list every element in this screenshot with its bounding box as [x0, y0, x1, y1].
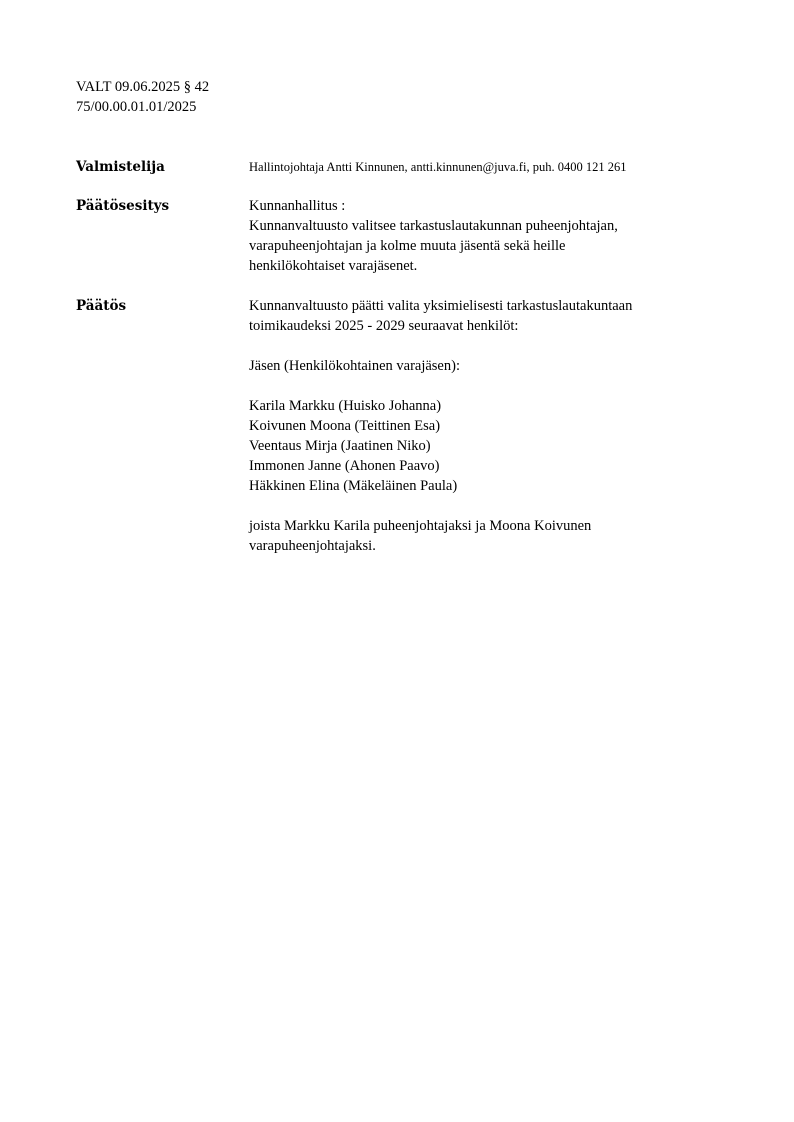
- blank-line: [249, 336, 719, 356]
- proposal-line: Kunnanvaltuusto valitsee tarkastuslautakunnan puheenjohtajan,: [249, 218, 618, 234]
- blank-line: [249, 496, 719, 516]
- member-entry: Veentaus Mirja (Jaatinen Niko): [249, 438, 431, 454]
- proposal-line: Kunnanhallitus :: [249, 198, 346, 214]
- decision-line: Kunnanvaltuusto päätti valita yksimielisesti tarkastuslautakuntaan: [249, 298, 633, 314]
- case-number: 75/00.00.01.01/2025: [76, 99, 197, 115]
- document-header: [76, 77, 209, 117]
- proposal-line: varapuheenjohtajan ja kolme muuta jäsentä sekä heille: [249, 238, 566, 254]
- members-heading: Jäsen (Henkilökohtainen varajäsen):: [249, 358, 460, 374]
- preparer-info: Hallintojohtaja Antti Kinnunen, antti.kinnunen@juva.fi, puh. 0400 121 261: [249, 160, 627, 174]
- paatosesitys-label: Päätösesitys: [76, 198, 170, 214]
- member-entry: Immonen Janne (Ahonen Paavo): [249, 458, 440, 474]
- proposal-line: henkilökohtaiset varajäsenet.: [249, 258, 418, 274]
- closing-line: varapuheenjohtajaksi.: [249, 538, 376, 554]
- valmistelija-content: [249, 157, 719, 177]
- closing-line: joista Markku Karila puheenjohtajaksi ja Moona Koivunen: [249, 518, 592, 534]
- member-entry: Koivunen Moona (Teittinen Esa): [249, 418, 441, 434]
- valmistelija-label: Valmistelija: [76, 159, 165, 175]
- member-entry: Häkkinen Elina (Mäkeläinen Paula): [249, 478, 458, 494]
- paatos-content: [249, 296, 719, 556]
- paatosesitys-content: [249, 196, 719, 276]
- decision-line: toimikaudeksi 2025 - 2029 seuraavat henkilöt:: [249, 318, 519, 334]
- meeting-reference: VALT 09.06.2025 § 42: [76, 79, 210, 95]
- blank-line: [249, 376, 719, 396]
- paatos-label: Päätös: [76, 298, 127, 314]
- member-entry: Karila Markku (Huisko Johanna): [249, 398, 442, 414]
